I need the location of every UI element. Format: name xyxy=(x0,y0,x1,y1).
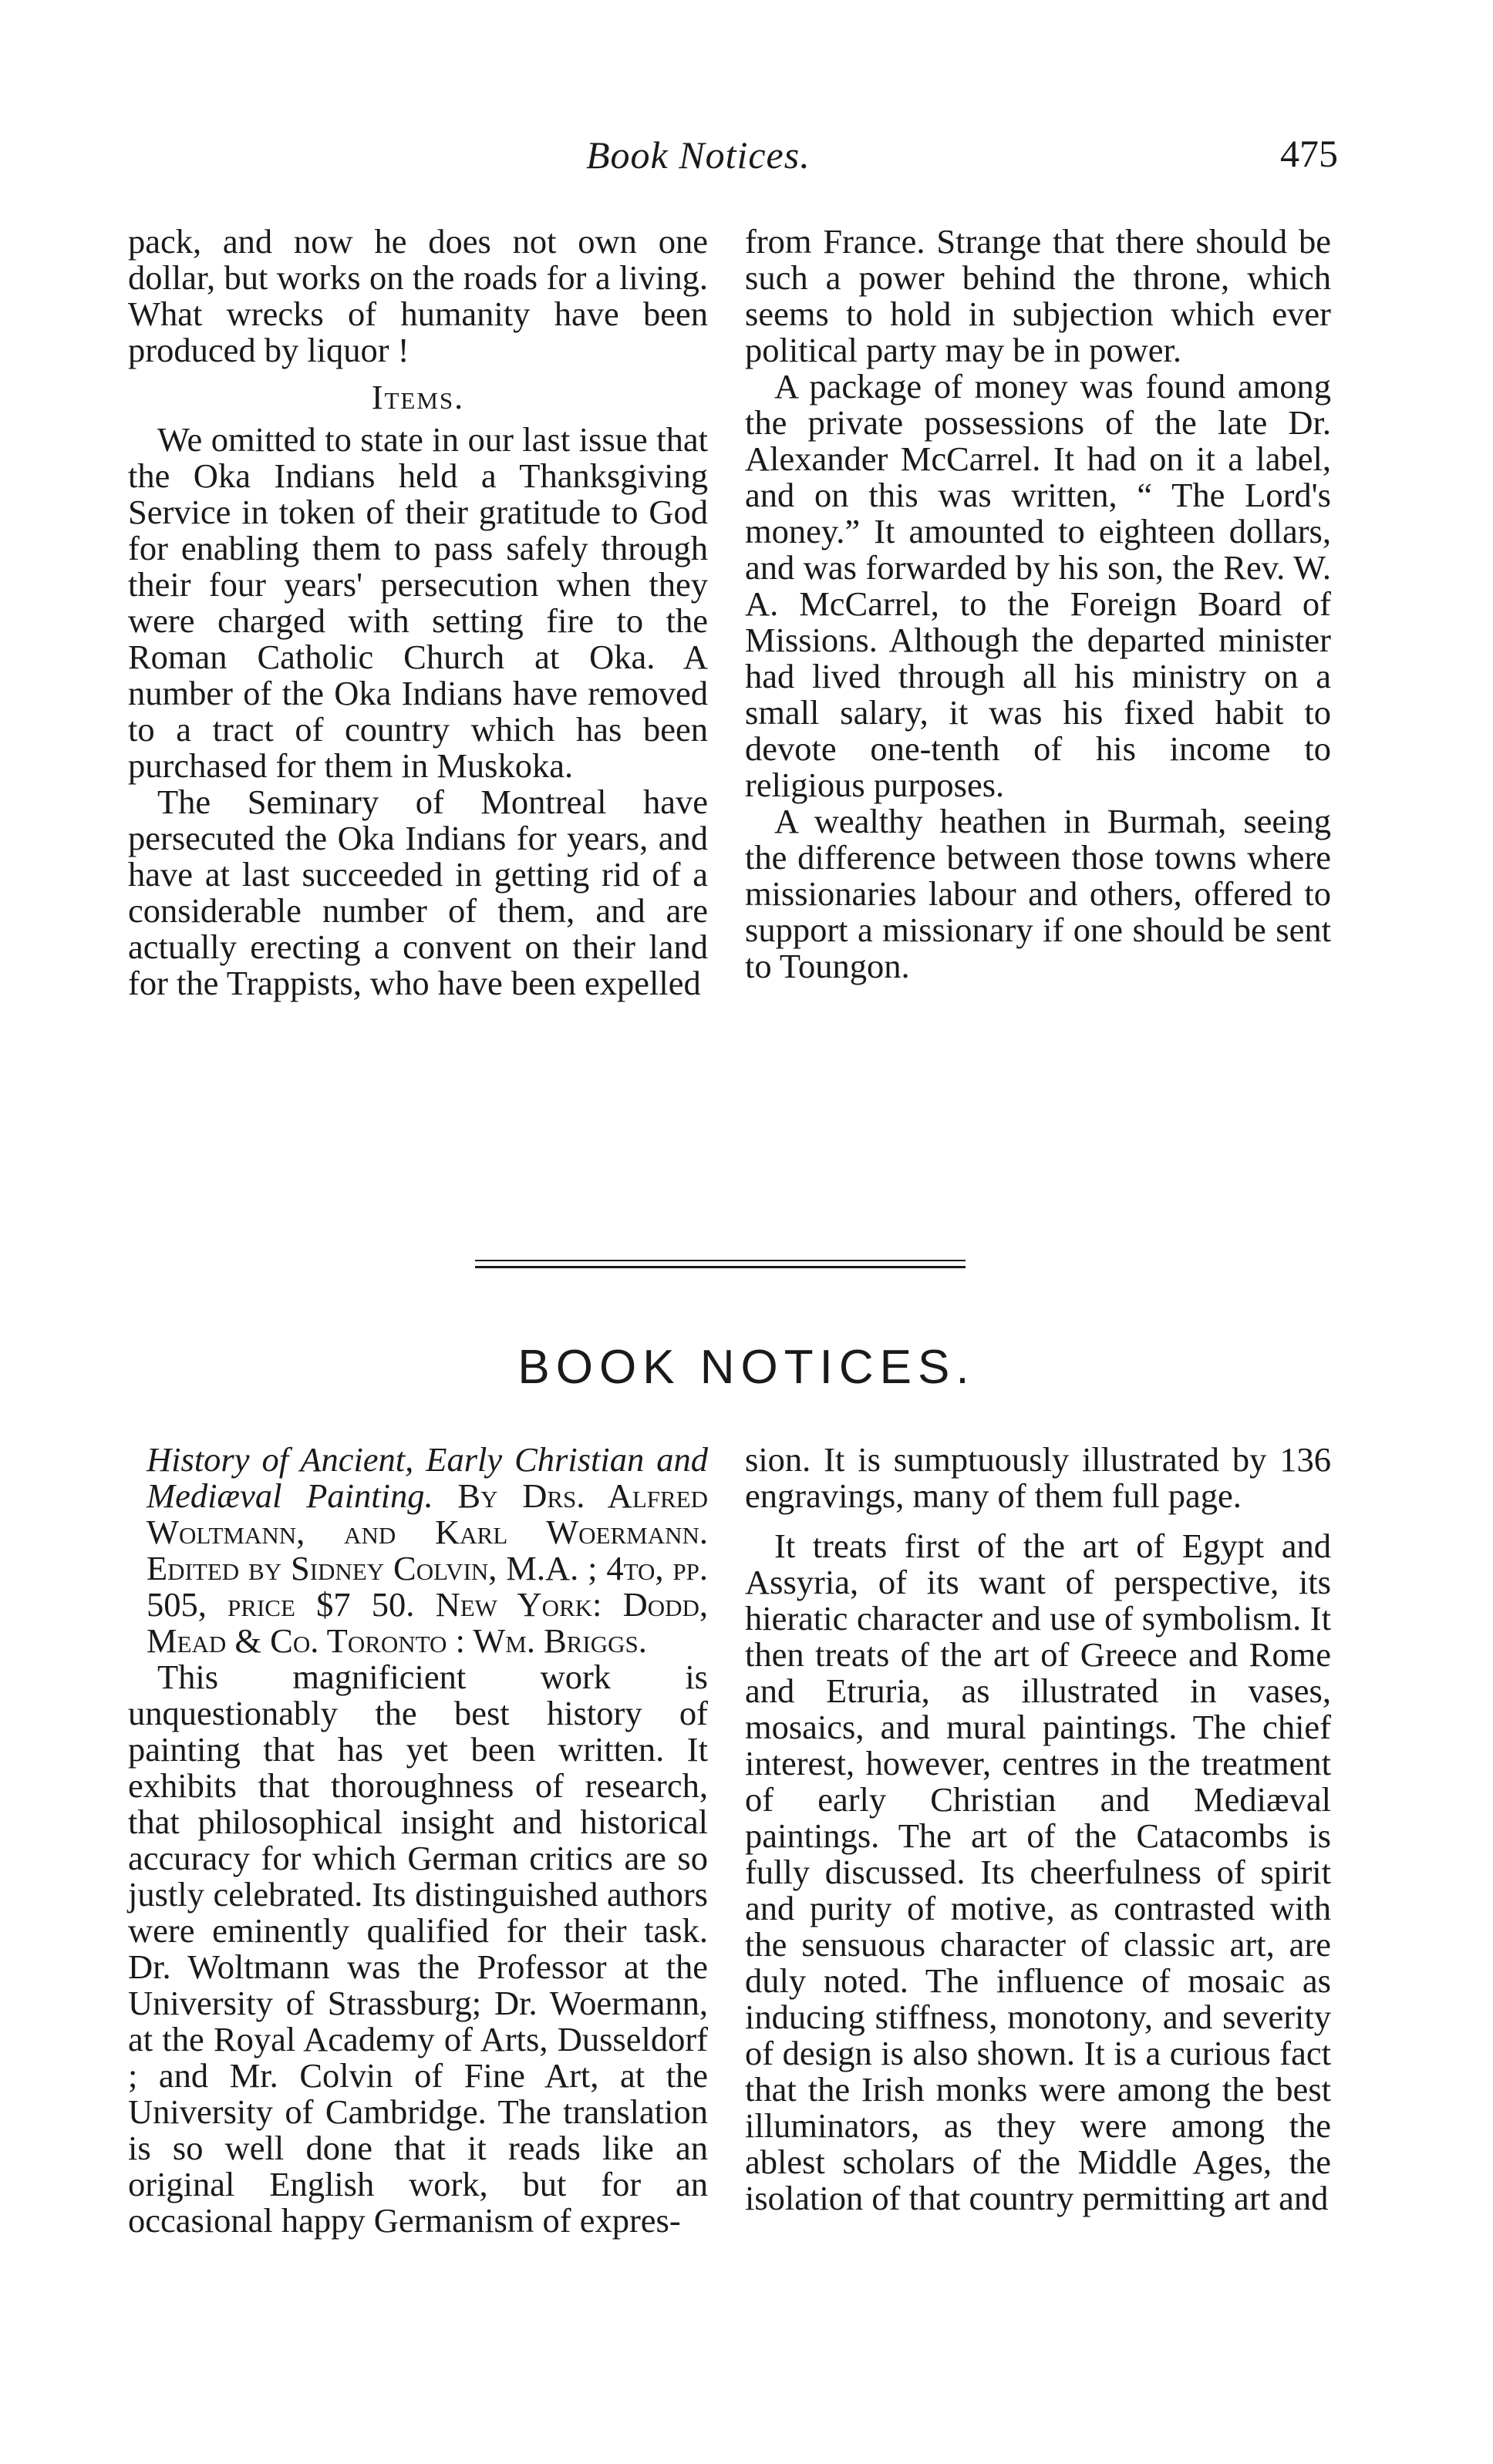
paragraph: A wealthy heathen in Burmah, seeing the difference between those towns where missionaries labour and others, offered to support a missionary if one should be sent to Toungon. xyxy=(745,802,1331,985)
top-right-column xyxy=(745,224,1331,985)
paragraph: A package of money was found among the private possessions of the late Dr. Alexander McCarrel. It had on it a label, and on this was written, “ The Lord's money.” It amounted to eighteen dollars, and was forwarded by his son, the Rev. W. A. McCarrel, to the Foreign Board of Missions. Although the departed minister had lived through all his ministry on a small salary, it was his fixed habit to devote one-tenth of his income to religious purposes. xyxy=(745,367,1331,804)
paragraph: pack, and now he does not own one dollar, but works on the roads for a living. What wrecks of humanity have been produced by liquor ! xyxy=(128,222,708,369)
paragraph: The Seminary of Montreal have persecuted the Oka Indians for years, and have at last succeeded in getting rid of a considerable number of them, and are actually erecting a convent on their land for the Trappists, who have been expelled xyxy=(128,783,708,1002)
paragraph: It treats first of the art of Egypt and Assyria, of its want of perspective, its hieratic character and use of symbolism. It then treats of the art of Greece and Rome and Etruria, as illustrated in vases, mosaics, and mural paintings. The chief interest, however, centres in the treatment of early Christian and Mediæval paintings. The art of the Catacombs is fully discussed. Its cheerfulness of spirit and purity of motive, as contrasted with the sensuous character of classic art, are duly noted. The influence of mosaic as inducing stiffness, monotony, and severity of design is also shown. It is a curious fact that the Irish monks were among the best illuminators, as they were among the ablest scholars of the Middle Ages, the isolation of that country permitting art and xyxy=(745,1527,1331,2217)
bottom-left-column xyxy=(128,1442,708,2239)
section-divider xyxy=(475,1260,966,1273)
running-header-title: Book Notices. xyxy=(586,133,811,177)
paragraph: This magnificient work is unquestionably the best history of painting that has yet been written. It exhibits that thoroughness of research, that philosophical insight and historical accuracy for which German critics are so justly celebrated. Its distinguished authors were eminently qualified for their task. Dr. Woltmann was the Professor at the University of Strassburg; Dr. Woermann, at the Royal Academy of Arts, Dusseldorf ; and Mr. Colvin of Fine Art, at the University of Cambridge. The translation is so well done that it reads like an original English work, but for an occasional happy Germanism of expres- xyxy=(128,1658,708,2240)
book-title: History of Ancient, Early Christian and Mediæval Painting. xyxy=(147,1440,708,1515)
divider-rule xyxy=(475,1266,966,1268)
paragraph: from France. Strange that there should be such a power behind the throne, which seems to hold in subjection which ever political party may be in power. xyxy=(745,222,1331,369)
book-citation xyxy=(128,1442,708,1659)
paragraph: sion. It is sumptuously illustrated by 136 engravings, many of them full page. xyxy=(745,1440,1331,1515)
items-heading: Items. xyxy=(371,379,465,416)
section-title: BOOK NOTICES. xyxy=(517,1341,976,1394)
paragraph: We omitted to state in our last issue that the Oka Indians held a Thanksgiving Service in token of their gratitude to God for enabling them to pass safely through their four years' persecution when they were charged with setting fire to the Roman Catholic Church at Oka. A number of the Oka Indians have removed to a tract of country which has been purchased for them in Muskoka. xyxy=(128,420,708,785)
page-number: 475 xyxy=(1280,132,1338,175)
book-details: By Drs. Alfred Woltmann, and Karl Woermann. Edited by Sidney Colvin, M.A. ; 4to, pp. 505, price $7 50. New York: Dodd, Mead & Co. Toronto : Wm. Briggs. xyxy=(147,1476,708,1660)
top-left-column xyxy=(128,224,708,1001)
divider-rule xyxy=(475,1260,966,1261)
bottom-right-column xyxy=(745,1442,1331,2217)
